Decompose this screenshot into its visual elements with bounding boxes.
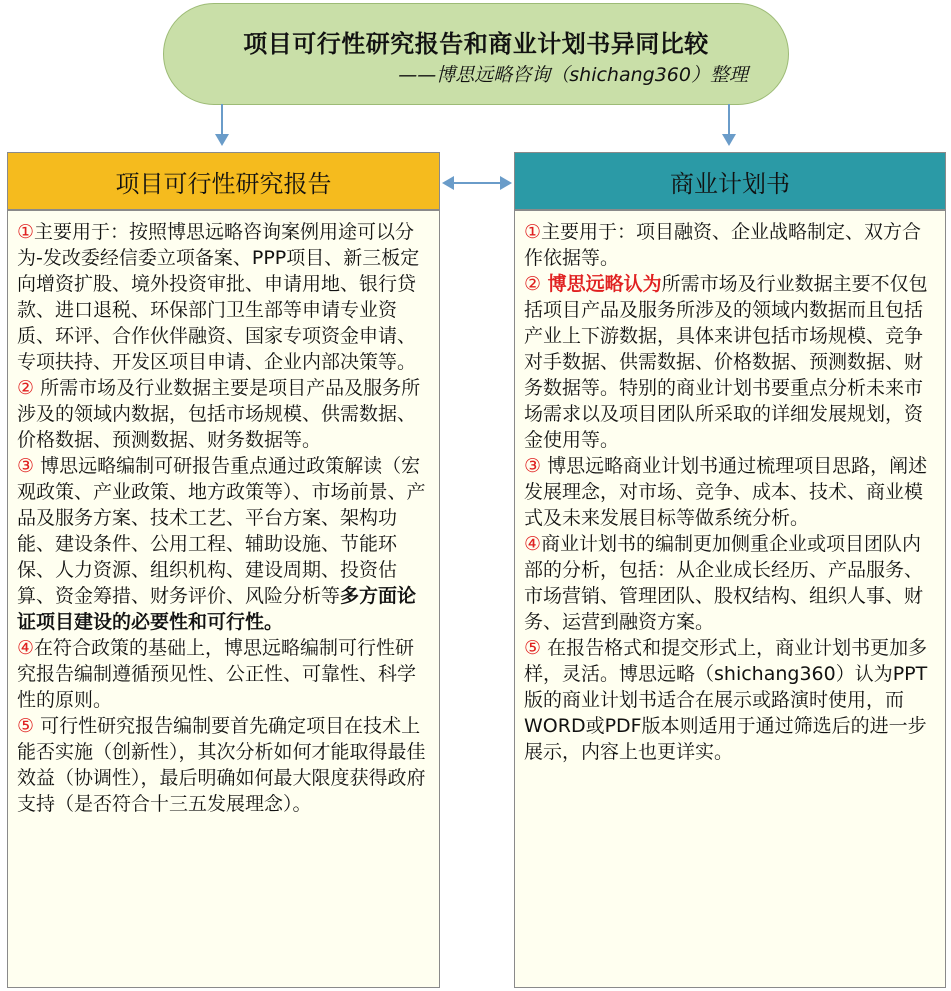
left-item-2: ② 所需市场及行业数据主要是项目产品及服务所涉及的领域内数据，包括市场规模、供需数据、价格数据、预测数据、财务数据等。 xyxy=(17,377,421,451)
right-item-5: ⑤ 在报告格式和提交形式上，商业计划书更加多样，灵活。博思远略（shichang360）认为PPT版的商业计划书适合在展示或路演时使用，而WORD或PDF版本则适用于通过筛选后的进一步展示，内容上也更详实。 xyxy=(524,637,928,763)
left-column-body xyxy=(7,210,440,988)
right-item-1: ①主要用于：项目融资、企业战略制定、双方合作依据等。 xyxy=(524,221,922,269)
left-item-1: ①主要用于：按照博思远略咨询案例用途可以分为-发改委经信委立项备案、PPP项目、新三板定向增资扩股、境外投资审批、申请用地、银行贷款、进口退税、环保部门卫生部等申请专业资质、环评、合作伙伴融资、国家专项资金申请、专项扶持、开发区项目申请、企业内部决策等。 xyxy=(17,221,420,373)
diagram-subtitle: ——博思远略咨询（shichang360）整理 xyxy=(398,64,748,86)
left-item-3: ③ 博思远略编制可研报告重点通过政策解读（宏观政策、产业政策、地方政策等）、市场前景、产品及服务方案、技术工艺、平台方案、架构功能、建设条件、公用工程、辅助设施、节能环保、人力资源、组织机构、建设周期、投资估算、资金筹措、财务评价、风险分析等多方面论证项目建设的必要性和可行性。 xyxy=(17,455,426,633)
left-item-4: ④在符合政策的基础上，博思远略编制可行性研究报告编制遵循预见性、公正性、可靠性、科学性的原则。 xyxy=(17,637,417,711)
right-column-body xyxy=(514,210,946,988)
double-arrow-icon xyxy=(442,176,512,190)
right-column-header: 商业计划书 xyxy=(514,152,946,210)
right-item-2: ② 博思远略认为所需市场及行业数据主要不仅包括项目产品及服务所涉及的领域内数据而且包括产业上下游数据，具体来讲包括市场规模、竞争对手数据、供需数据、价格数据、预测数据、财务数据等。特别的商业计划书要重点分析未来市场需求以及项目团队所采取的详细发展规划，资金使用等。 xyxy=(524,273,928,451)
right-item-4: ④商业计划书的编制更加侧重企业或项目团队内部的分析，包括：从企业成长经历、产品服务、市场营销、管理团队、股权结构、组织人事、财务、运营到融资方案。 xyxy=(524,533,924,633)
left-item-5: ⑤ 可行性研究报告编制要首先确定项目在技术上能否实施（创新性），其次分析如何才能取得最佳效益（协调性），最后明确如何最大限度获得政府支持（是否符合十三五发展理念）。 xyxy=(17,715,426,815)
title-banner xyxy=(163,3,789,105)
left-column-header: 项目可行性研究报告 xyxy=(7,152,440,210)
diagram-title: 项目可行性研究报告和商业计划书异同比较 xyxy=(243,30,709,58)
right-item-3: ③ 博思远略商业计划书通过梳理项目思路，阐述发展理念，对市场、竞争、成本、技术、商业模式及未来发展目标等做系统分析。 xyxy=(524,455,928,529)
